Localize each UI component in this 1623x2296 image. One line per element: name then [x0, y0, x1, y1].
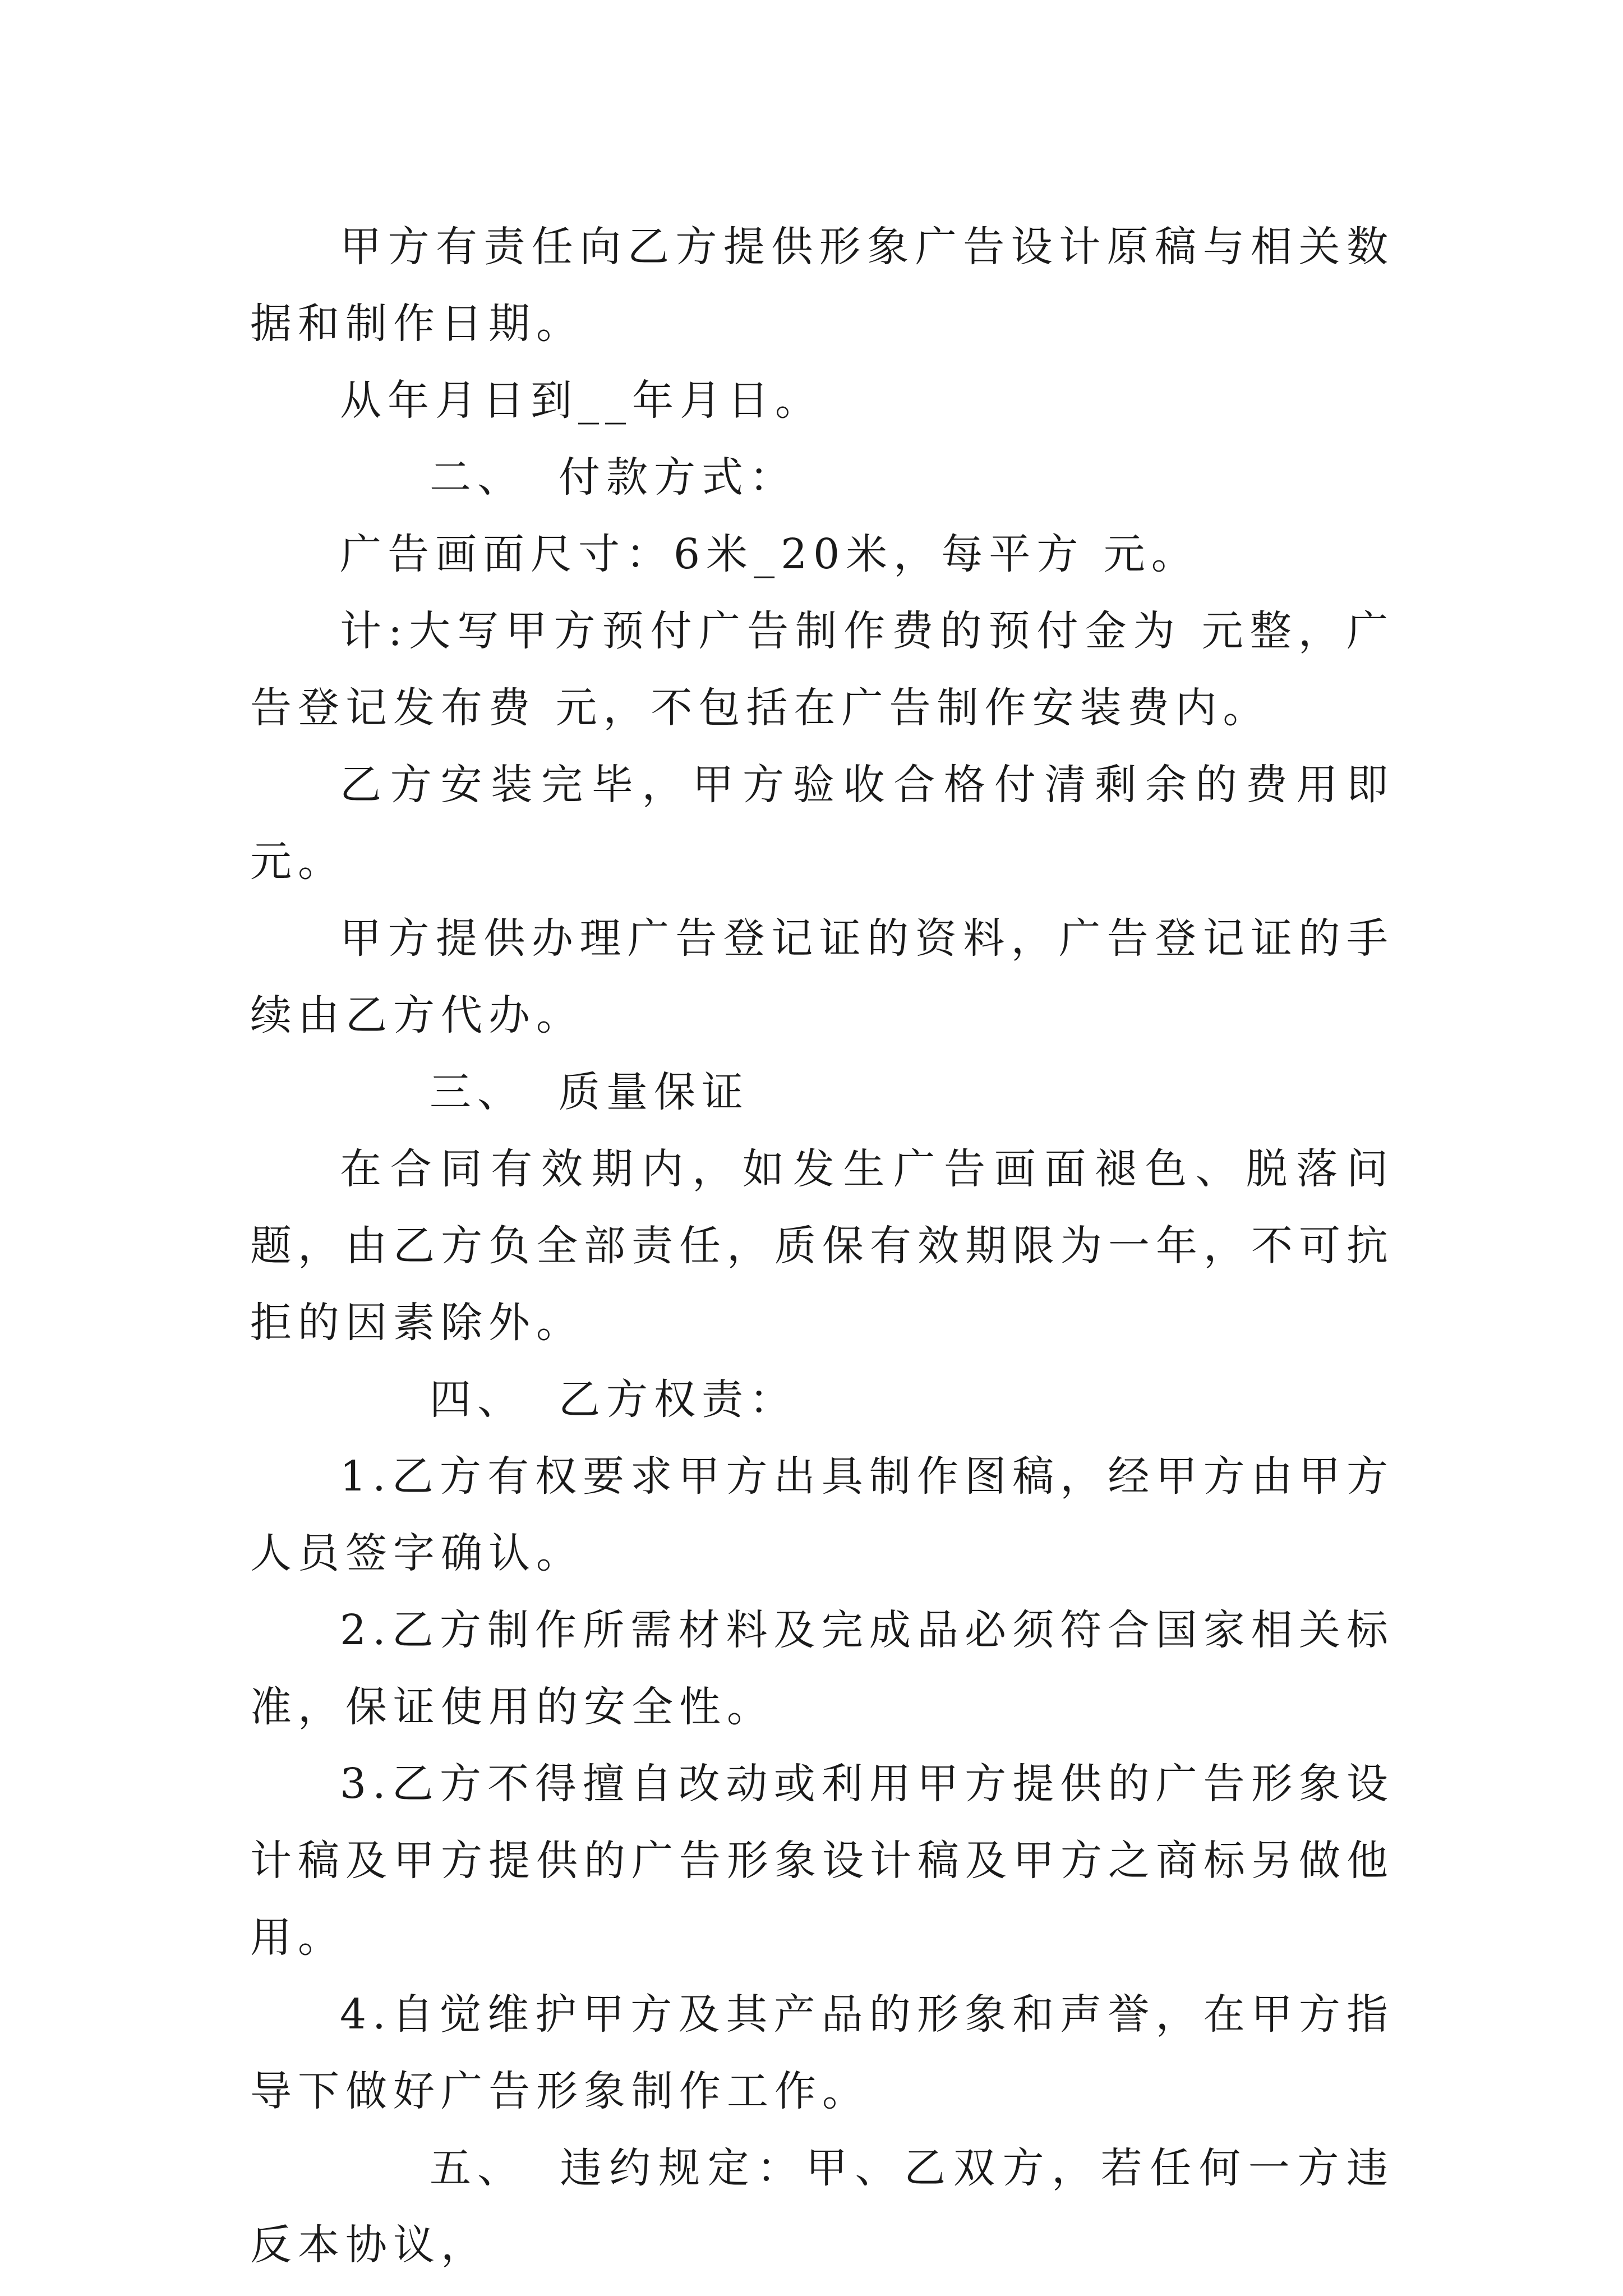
section-title: 付款方式：: [559, 453, 797, 501]
paragraph: 广告画面尺寸：6米_20米，每平方 元。: [340, 530, 1199, 578]
paragraph: 计:大写甲方预付广告制作费的预付金为 元整，广告登记发布费 元，不包括在广告制作安装费内。: [250, 607, 1394, 732]
section-text: 违约规定：甲、乙双方，若任何一方违反本协议，: [250, 2144, 1394, 2269]
paragraph: 乙方安装完毕，甲方验收合格付清剩余的费用即 元。: [250, 761, 1394, 886]
section-heading-quality: [250, 1054, 1394, 1131]
section-heading-payment: [250, 439, 1394, 516]
section-heading-breach: [250, 2130, 1394, 2284]
paragraph: 在合同有效期内，如发生广告画面褪色、脱落问题，由乙方负全部责任，质保有效期限为一年，不可抗拒的因素除外。: [250, 1145, 1394, 1347]
document-body: [250, 209, 1394, 2284]
section-number: 四、: [430, 1375, 525, 1424]
paragraph: 4.自觉维护甲方及其产品的形象和声誉，在甲方指导下做好广告形象制作工作。: [250, 1990, 1394, 2115]
paragraph: 1.乙方有权要求甲方出具制作图稿，经甲方由甲方人员签字确认。: [250, 1452, 1394, 1577]
paragraph: 从年月日到__年月日。: [340, 376, 823, 425]
section-number: 二、: [430, 453, 525, 501]
paragraph: 2.乙方制作所需材料及完成品必须符合国家相关标准，保证使用的安全性。: [250, 1606, 1394, 1731]
section-title: 质量保证: [559, 1068, 749, 1116]
paragraph: 甲方提供办理广告登记证的资料，广告登记证的手续由乙方代办。: [250, 914, 1394, 1039]
paragraph: 甲方有责任向乙方提供形象广告设计原稿与相关数据和制作日期。: [250, 223, 1394, 348]
section-number: 五、: [430, 2144, 525, 2192]
section-heading-rights: [250, 1361, 1394, 1438]
section-title: 乙方权责：: [559, 1375, 797, 1424]
section-number: 三、: [430, 1068, 525, 1116]
paragraph: 3.乙方不得擅自改动或利用甲方提供的广告形象设计稿及甲方提供的广告形象设计稿及甲方之商标另做他用。: [250, 1760, 1394, 1962]
